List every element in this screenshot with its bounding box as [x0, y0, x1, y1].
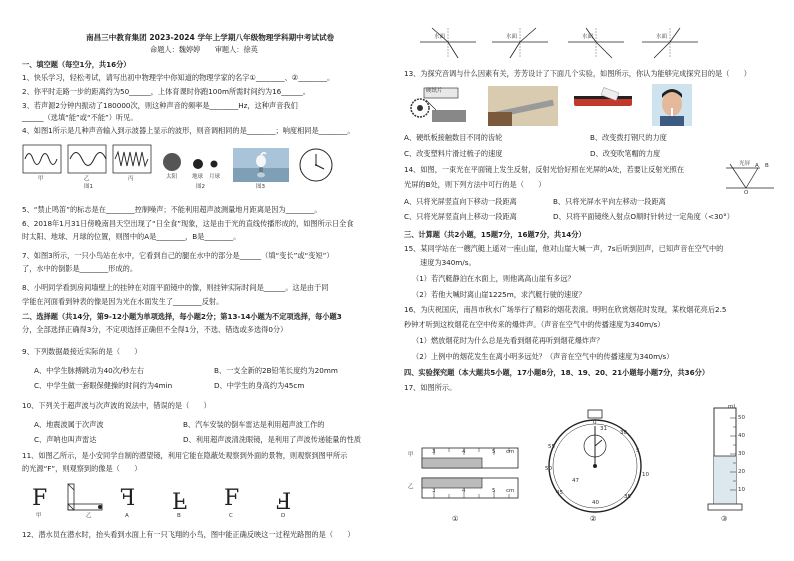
option-b-letter: F [172, 486, 188, 512]
question-16-part2: （2）上例中的烟花发生在离小明多远处？（声音在空气中的传播速度为340m/s） [412, 352, 674, 361]
option-b-image [172, 485, 187, 513]
figure-number-3: ③ [721, 514, 728, 523]
question-15-line2: 速度为340m/s。 [420, 258, 476, 267]
ruler-b-tick-4: 4 [462, 488, 466, 494]
stopwatch-label-55: 55 [548, 444, 555, 450]
question-13-option-a: A、硬纸板接触数目不同的齿轮 [404, 133, 503, 142]
option-a-label: A [125, 513, 129, 519]
question-14-option-d: D、只将平面镜绕入射点O顺时针转过一定角度（<30°） [553, 212, 734, 221]
question-7-line1: 7、如图3所示，一只小鸟站在水中，它看到自己的腿在水中的部分是______（填“变长”或“变短”） [22, 251, 334, 260]
question-11-line2: 的光源“F”，则观察到的像是（ ） [22, 464, 142, 473]
q14-point-o: O [744, 190, 749, 196]
cylinder-unit-label: mL [728, 404, 737, 410]
figure-2-label-earth: 地球 [192, 174, 204, 180]
cylinder-mark-40: 40 [738, 433, 745, 439]
question-11-line1: 11、如图乙所示，是小安同学自制的潜望镜，利用它能在隐蔽处观察到外面的景物，则观察到图甲所示 [22, 451, 348, 460]
figure-number-1: ① [452, 514, 459, 523]
stopwatch-label-47: 47 [572, 478, 579, 484]
ruler-b-tick-3: 3 [432, 488, 436, 494]
stopwatch-label-10: 10 [642, 472, 649, 478]
section-3-heading: 三、计算题（共2小题，15题7分，16题7分，共14分） [404, 230, 586, 239]
question-10-option-d: D、利用超声波清洗眼镜，是利用了声波传递能量的性质 [183, 435, 362, 444]
question-2: 2、你平时走路一步的距离约为50______，上体育课时你跑100m所需时间约为16______。 [22, 87, 310, 96]
exam-authors: 命题人：魏婷婷 审题人：徐英 [150, 45, 258, 54]
q12-fig-d-water-label: 水面 [656, 34, 668, 40]
q12-fig-a-water-label: 水面 [434, 34, 446, 40]
q14-point-a: A [755, 163, 759, 169]
figure-3-caption: 图3 [256, 184, 265, 190]
figure-1-caption: 图1 [84, 184, 93, 190]
q12-fig-c-water-label: 水面 [582, 34, 594, 40]
question-8-line1: 8、小明同学看到房间墙壁上的挂钟在对面平面镜中的像，则挂钟实际时间是______。这是由于同 [22, 283, 329, 292]
section-2-heading-line1: 二、选择题（共14分，第9-12小题为单项选择，每小题2分；第13-14小题为不定项选择，每小题3 [22, 312, 342, 321]
periscope-figure [62, 482, 104, 514]
ruler-b-unit: cm [506, 488, 515, 494]
section-4-heading: 四、实验探究题（本大题共5小题，17小题8分，18、19、20、21小题每小题7分，共36分） [404, 368, 710, 377]
question-14-option-b: B、只将光屏水平向左移动一段距离 [553, 197, 666, 206]
exam-title: 南昌三中教育集团 2023-2024 学年上学期八年级物理学科期中考试试卷 [86, 33, 335, 42]
q13-comb-image [572, 88, 642, 122]
cylinder-mark-30: 30 [738, 451, 745, 457]
q13-ruler-image [488, 84, 558, 126]
cylinder-mark-10: 10 [738, 487, 745, 493]
question-15-line1: 15、某同学站在一艘汽艇上遥对一座山崖，他对山崖大喊一声，7s后听到回声，已知声音在空气中的 [404, 244, 724, 253]
question-13-option-d: D、改变吹笔帽的力度 [590, 149, 661, 158]
question-10-option-b: B、汽车安装的倒车雷达是利用超声波工作的 [183, 420, 325, 429]
question-4: 4、如图1所示是几种声音输入到示波器上显示的波形，则音调相同的是________；响度相同是________。 [22, 126, 355, 135]
question-15-part1: （1）若汽艇静泊在水面上，则他离高山崖有多远？ [412, 274, 575, 283]
question-9-option-c: C、中学生做一套眼保健操的时间约为4min [34, 381, 173, 390]
option-c-letter: F [224, 486, 240, 511]
question-9-option-a: A、中学生脉搏跳动为40次/秒左右 [34, 366, 144, 375]
q13-boy-photo [652, 84, 692, 126]
question-5: 5、“禁止鸣笛”的标志是在________控制噪声；不能利用超声波测量地月距离是因为________。 [22, 205, 322, 214]
question-11-label-jia: 甲 [36, 513, 42, 519]
option-b-label: B [177, 513, 181, 519]
figure-1-label-bing: 丙 [128, 176, 134, 182]
question-13: 13、为探究音调与什么因素有关，芳芳设计了下面几个实验，如图所示，你认为能够完成探究目的是（ ） [404, 69, 751, 78]
question-13-option-b: B、改变拨打钢尺的力度 [590, 133, 667, 142]
stopwatch-label-30: 30 [620, 430, 627, 436]
question-14-option-c: C、只将光屏竖直向上移动一段距离 [404, 212, 517, 221]
question-11-label-yi: 乙 [86, 513, 92, 519]
stopwatch-label-40: 40 [592, 500, 599, 506]
option-a-image [120, 485, 135, 513]
question-13-option-c: C、改变塑料片滑过梳子的速度 [404, 149, 503, 158]
question-7-line2: 了，水中的倒影是________形成的。 [22, 264, 138, 273]
ruler-label-jia: 甲 [408, 452, 414, 458]
question-16-line2: 秒钟才听到这枚烟花在空中传来的爆炸声。（声音在空气中的传播速度为340m/s） [404, 320, 665, 329]
figure-2-label-moon: 月球 [209, 174, 221, 180]
question-16-part1: （1）燃放烟花时为什么总是先看到烟花再听到烟花爆炸声？ [412, 336, 604, 345]
figure-1-label-jia: 甲 [38, 176, 44, 182]
question-14-line2: 光屏的B处，则下列方法中可行的是（ ） [404, 180, 546, 189]
question-10-option-a: A、地震波属于次声波 [34, 420, 104, 429]
question-6-line2: 时太阳、地球、月球的位置，则图中的A是________，B是________。 [22, 232, 241, 241]
question-12-figures [420, 26, 710, 62]
section-1-heading: 一、填空题（每空1分，共16分） [22, 60, 131, 69]
question-9-option-d: D、中学生的身高约为45cm [214, 381, 305, 390]
question-3-line1: 3、若声源2分钟内振动了180000次，则这种声音的频率是________Hz，这种声音我们 [22, 101, 298, 110]
question-6-line1: 6、2018年1月31日傍晚南昌天空出现了“日全食”现象，这是由于光的直线传播形成的，如图所示日全食 [22, 219, 354, 228]
question-12: 12、潜水员在潜水时，抬头看到水面上有一只飞翔的小鸟，图中能正确反映这一过程光路图的是（ ） [22, 530, 355, 539]
question-8-line2: 学能在河面看到钟表的像是因为光在水面发生了________反射。 [22, 297, 224, 306]
q14-screen-label: 光屏 [739, 161, 751, 167]
stopwatch-label-5: 5 [636, 448, 640, 454]
question-3-line2: ______（选填“能”或“不能”）听见。 [22, 113, 138, 122]
ruler-a-tick-3: 3 [432, 449, 436, 455]
option-d-image [276, 485, 291, 513]
question-9-option-b: B、一支全新的2B铅笔长度约为20mm [214, 366, 338, 375]
stopwatch-label-45: 45 [556, 490, 563, 496]
question-1: 1、快乐学习，轻松考试，请写出初中物理学中你知道的物理学家的名字①________、②________。 [22, 73, 335, 82]
option-c-label: C [229, 513, 233, 519]
ruler-a-tick-4: 4 [462, 449, 466, 455]
question-14-line1: 14、如图，一束光在平面镜上发生反射，反射光恰好照在光屏的A处，若要让反射光照在 [404, 165, 685, 174]
option-c-image [224, 485, 239, 513]
ruler-label-yi: 乙 [408, 484, 414, 490]
option-d-label: D [281, 513, 286, 519]
figure-1-label-yi: 乙 [84, 176, 90, 182]
q14-point-b: B [765, 163, 769, 169]
question-14-option-a: A、只将光屏竖直向下移动一段距离 [404, 197, 517, 206]
question-10-option-c: C、声呐也叫声雷达 [34, 435, 97, 444]
option-a-letter: F [120, 486, 136, 511]
ruler-a-tick-5: 5 [492, 449, 496, 455]
figure-number-2: ② [590, 514, 597, 523]
q12-fig-b-water-label: 水面 [506, 34, 518, 40]
section-2-heading-line2: 分，全部选择正确得3分，不定项选择正确但不全得1分，不选、错选或多选得0分） [22, 325, 288, 334]
question-16-line1: 16、为庆祝国庆，南昌市秋水广场举行了精彩的烟花表演。明明在欣赏烟花时发现，某枚烟花亮后2.5 [404, 305, 727, 314]
stopwatch-label-35: 35 [624, 494, 631, 500]
figure-3-bird-photo [233, 148, 289, 182]
question-9: 9、下列数据最接近实际的是（ ） [22, 347, 142, 356]
ruler-a-unit: cm [506, 449, 515, 455]
stopwatch-label-31: 31 [600, 426, 607, 432]
figure-2-caption: 图2 [196, 184, 205, 190]
clock-figure [298, 147, 334, 183]
cylinder-mark-20: 20 [738, 469, 745, 475]
cylinder-mark-50: 50 [738, 415, 745, 421]
stopwatch-label-0: 0 [593, 420, 597, 426]
question-17: 17、如图所示。 [404, 383, 457, 392]
question-11-letter-f: F [32, 486, 48, 511]
question-10: 10、下列关于超声波与次声波的说法中，错误的是（ ） [22, 401, 211, 410]
option-d-letter: F [276, 486, 292, 512]
stopwatch-label-50: 50 [545, 466, 552, 472]
ruler-b-tick-5: 5 [492, 488, 496, 494]
q13-cardboard-label: 硬纸片 [426, 88, 443, 94]
question-15-part2: （2）若他大喊时离山崖1225m，求汽艇行驶的速度？ [412, 290, 586, 299]
figure-2-label-sun: 太阳 [166, 174, 178, 180]
